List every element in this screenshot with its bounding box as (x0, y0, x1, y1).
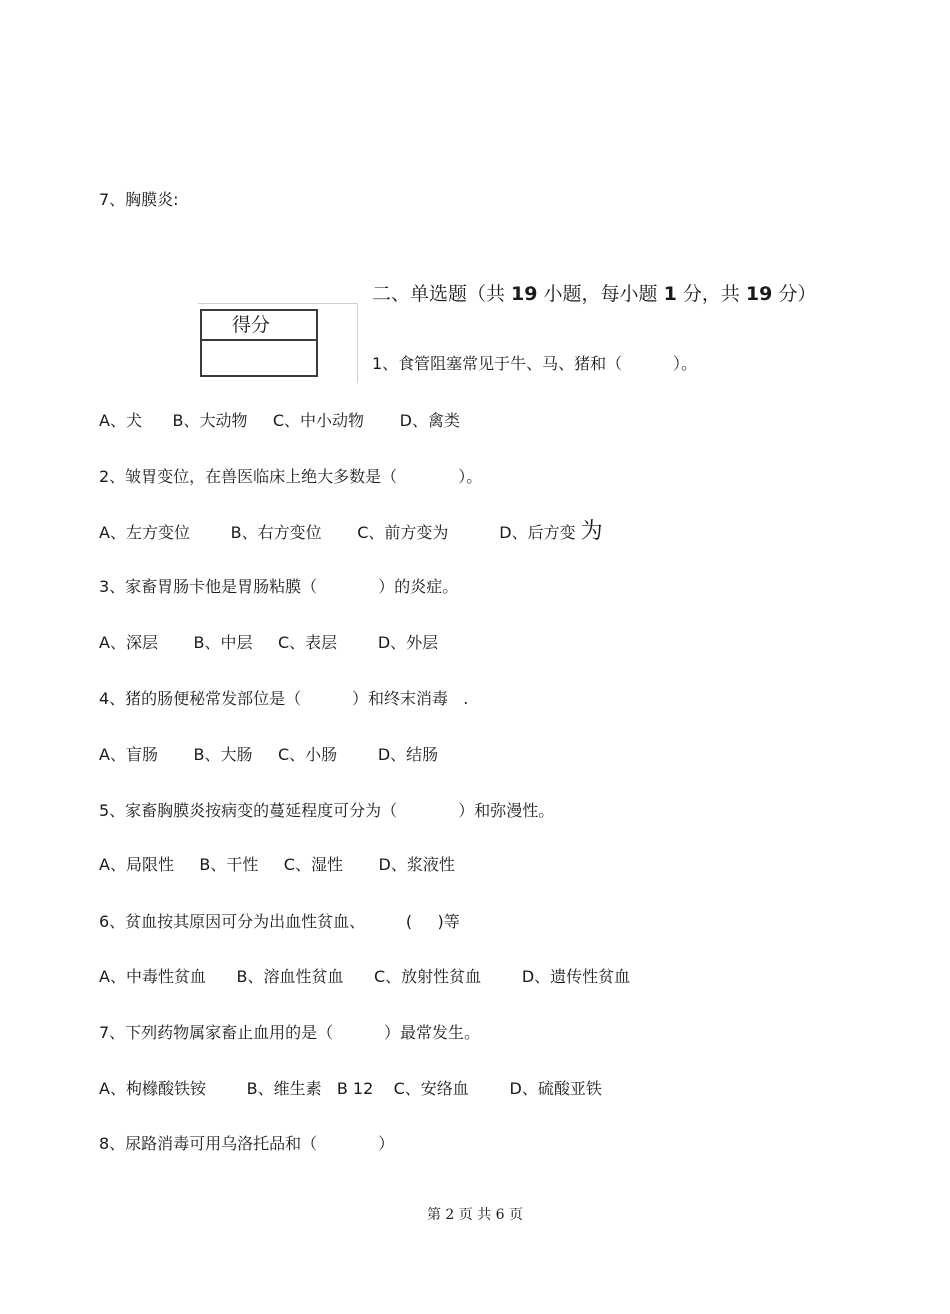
question-5: 5、家畜胸膜炎按病变的蔓延程度可分为（ ）和弥漫性。 (99, 801, 555, 820)
question-4: 4、猪的肠便秘常发部位是（ ）和终末消毒 . (99, 689, 469, 708)
options-3: A、深层 B、中层 C、表层 D、外层 (99, 633, 439, 652)
options-2: A、左方变位 B、右方变位 C、前方变为 D、后方变 为 (99, 519, 603, 544)
section-title: 二、单选题（共 19 小题，每小题 1 分，共 19 分） (372, 283, 817, 305)
options-6: A、中毒性贫血 B、溶血性贫血 C、放射性贫血 D、遗传性贫血 (99, 967, 631, 986)
score-divider (198, 303, 358, 304)
score-vertical-divider (357, 303, 358, 383)
options-7: A、枸橼酸铁铵 B、维生素 B 12 C、安络血 D、硫酸亚铁 (99, 1079, 602, 1098)
prev-question: 7、胸膜炎: (99, 190, 179, 209)
options-1: A、犬 B、大动物 C、中小动物 D、禽类 (99, 411, 460, 430)
score-label: 得分 (202, 311, 316, 341)
page-footer: 第 2 页 共 6 页 (426, 1207, 524, 1223)
question-2: 2、皱胃变位，在兽医临床上绝大多数是（ ）。 (99, 467, 483, 486)
question-3: 3、家畜胃肠卡他是胃肠粘膜（ ）的炎症。 (99, 577, 459, 596)
question-1: 1、食管阻塞常见于牛、马、猪和（ ）。 (372, 354, 698, 373)
question-6: 6、贫血按其原因可分为出血性贫血、 ( )等 (99, 912, 460, 931)
options-5: A、局限性 B、干性 C、湿性 D、浆液性 (99, 855, 455, 874)
options-2-tail: 为 (580, 519, 603, 544)
question-8: 8、尿路消毒可用乌洛托品和（ ） (99, 1134, 395, 1153)
options-4: A、盲肠 B、大肠 C、小肠 D、结肠 (99, 745, 439, 764)
score-box (200, 309, 318, 377)
question-7: 7、下列药物属家畜止血用的是（ ）最常发生。 (99, 1023, 481, 1042)
